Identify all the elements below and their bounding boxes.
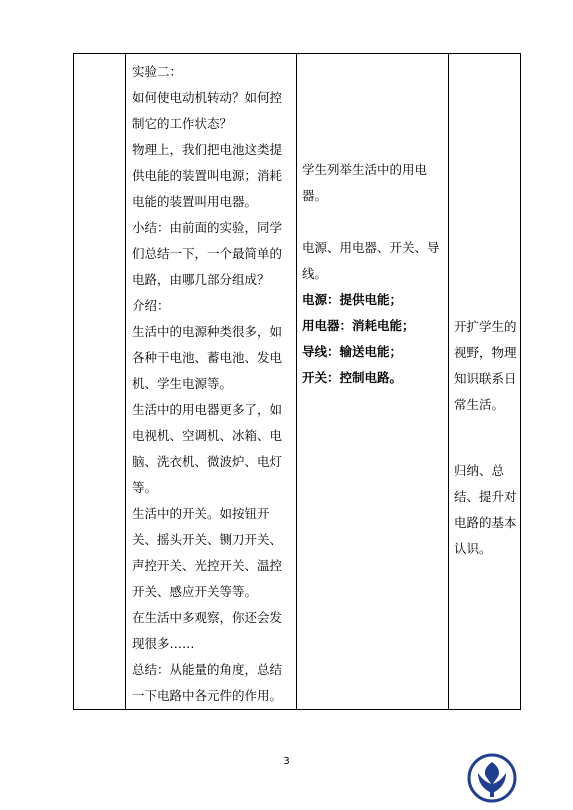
appliance-role: 用电器：消耗电能；: [302, 318, 415, 333]
introduction-label: 介绍：: [132, 298, 170, 313]
switch-examples: 生活中的开关。如按钮开关、摇头开关、铡刀开关、声控开关、光控开关、温控开关、感应开关等等。: [132, 506, 283, 599]
observe-prompt: 在生活中多观察，你还会发现很多……: [132, 610, 283, 651]
wire-role: 导线：输送电能；: [302, 344, 403, 359]
lesson-plan-table: [73, 53, 521, 710]
experiment-heading: 实验二：: [132, 64, 183, 79]
broaden-vision-text: 开扩学生的视野，物理知识联系日常生活。: [454, 319, 517, 412]
design-intent-cell: [449, 54, 521, 710]
source-definition: 物理上，我们把电池这类提供电能的装置叫电源；消耗电能的装置叫用电器。: [132, 142, 283, 209]
table-row: [74, 54, 521, 710]
motor-question: 如何使电动机转动？如何控制它的工作状态？: [132, 90, 283, 131]
school-logo-icon: [467, 753, 517, 803]
summary-question: 小结：由前面的实验，同学们总结一下，一个最简单的电路，由哪几部分组成？: [132, 220, 283, 287]
list-appliances-text: 学生列举生活中的用电器。: [302, 162, 428, 203]
power-source-role: 电源：提供电能；: [302, 292, 403, 307]
student-activity-cell: [297, 54, 449, 710]
power-source-examples: 生活中的电源种类很多，如各种干电池、蓄电池、发电机、学生电源等。: [132, 324, 283, 391]
appliance-examples: 生活中的用电器更多了，如电视机、空调机、冰箱、电脑、洗衣机、微波炉、电灯等。: [132, 402, 283, 495]
circuit-components-text: 电源、用电器、开关、导线。: [302, 240, 440, 281]
summarize-text: 归纳、总结、提升对电路的基本认识。: [454, 463, 517, 556]
energy-summary: 总结：从能量的角度，总结一下电路中各元件的作用。: [132, 662, 283, 703]
empty-first-column-cell: [74, 54, 126, 710]
page-number: 3: [283, 756, 290, 767]
switch-role: 开关：控制电路。: [302, 370, 403, 385]
teacher-activity-cell: [126, 54, 297, 710]
